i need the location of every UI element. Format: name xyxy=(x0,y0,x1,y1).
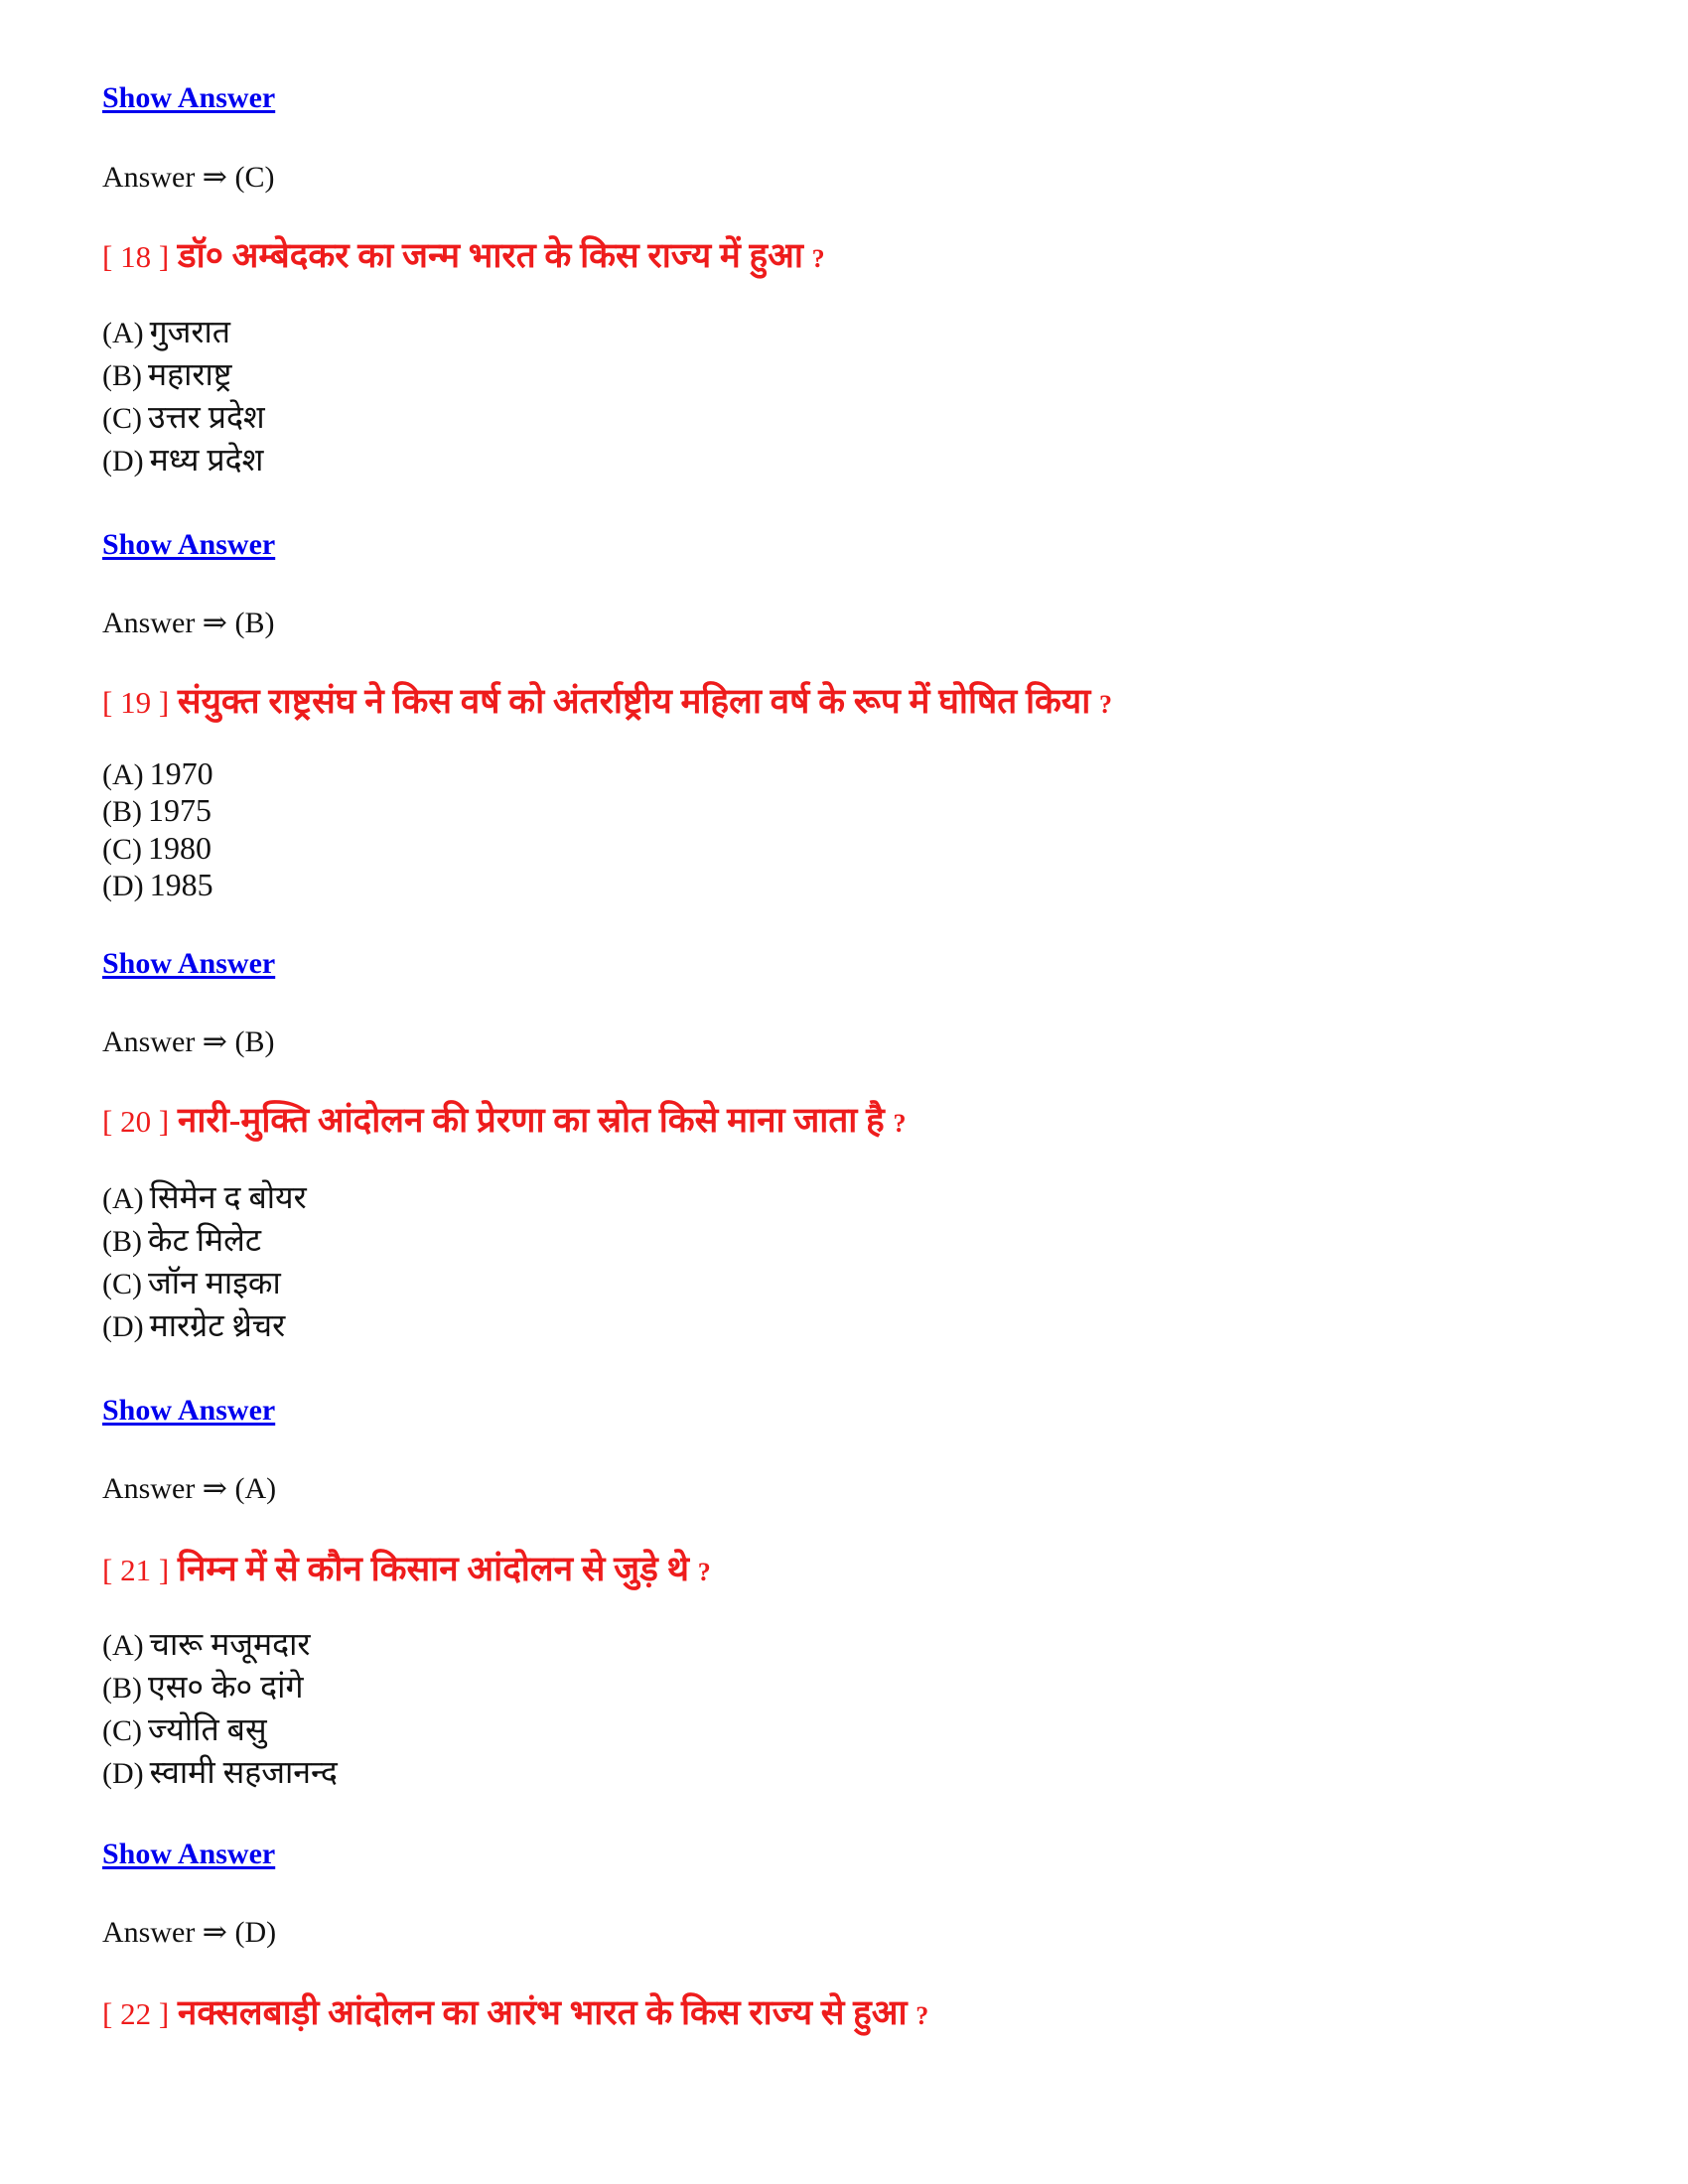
option-label: (B) xyxy=(102,359,142,392)
question-number: [ 18 ] xyxy=(102,239,170,274)
option-text: 1970 xyxy=(149,755,213,791)
question-mark: ? xyxy=(811,244,825,273)
option-text: महाराष्ट्र xyxy=(148,356,232,392)
option-text: मारग्रेट थ्रेचर xyxy=(149,1307,286,1343)
option-label: (A) xyxy=(102,1629,144,1662)
question-text: नक्सलबाड़ी आंदोलन का आरंभ भारत के किस राज्य से हुआ xyxy=(177,1993,908,2032)
option-text: केट मिलेट xyxy=(148,1222,261,1258)
option-text: ज्योति बसु xyxy=(148,1711,267,1747)
answer-line xyxy=(102,1474,276,1504)
question-text: निम्न में से कौन किसान आंदोलन से जुड़े थे xyxy=(177,1550,689,1588)
option-label: (D) xyxy=(102,870,144,902)
question-text: डॉ० अम्बेदकर का जन्म भारत के किस राज्य में हुआ xyxy=(177,236,803,275)
answer-line xyxy=(102,1918,276,1948)
answer-value: (A) xyxy=(234,1472,277,1505)
option-label: (A) xyxy=(102,317,144,349)
option-text: 1985 xyxy=(149,867,213,902)
answer-prefix: Answer ⇒ xyxy=(102,1025,227,1058)
option-a xyxy=(102,757,213,790)
option-label: (B) xyxy=(102,795,142,828)
option-b xyxy=(102,794,211,827)
option-text: गुजरात xyxy=(149,314,231,349)
question-21 xyxy=(102,1552,711,1586)
option-c xyxy=(102,1267,281,1299)
answer-value: (B) xyxy=(234,607,275,639)
question-mark: ? xyxy=(1099,690,1113,719)
option-label: (A) xyxy=(102,1182,144,1215)
question-text: नारी-मुक्ति आंदोलन की प्रेरणा का स्रोत किसे माना जाता है xyxy=(177,1101,885,1140)
question-mark: ? xyxy=(915,2001,929,2030)
option-text: सिमेन द बोयर xyxy=(149,1179,307,1215)
answer-prefix: Answer ⇒ xyxy=(102,1472,227,1505)
option-text: उत्तर प्रदेश xyxy=(148,399,265,435)
option-label: (B) xyxy=(102,1672,142,1705)
option-label: (D) xyxy=(102,1757,144,1790)
option-text: 1975 xyxy=(148,792,211,828)
option-a xyxy=(102,316,230,348)
answer-prefix: Answer ⇒ xyxy=(102,607,227,639)
option-d xyxy=(102,1309,285,1342)
answer-line xyxy=(102,1027,274,1057)
option-label: (C) xyxy=(102,833,142,866)
option-text: एस० के० दांगे xyxy=(148,1669,304,1705)
option-label: (D) xyxy=(102,1310,144,1343)
option-label: (A) xyxy=(102,758,144,791)
show-answer-link[interactable]: Show Answer xyxy=(102,947,276,980)
option-text: 1980 xyxy=(148,830,211,866)
answer-line xyxy=(102,163,274,193)
option-a xyxy=(102,1628,311,1661)
question-number: [ 22 ] xyxy=(102,1996,170,2031)
option-b xyxy=(102,1224,261,1257)
show-answer-link[interactable]: Show Answer xyxy=(102,528,276,561)
show-answer-link[interactable]: Show Answer xyxy=(102,1838,276,1870)
show-answer-link[interactable]: Show Answer xyxy=(102,81,276,114)
option-d xyxy=(102,869,213,901)
option-b xyxy=(102,1671,303,1704)
option-label: (C) xyxy=(102,402,142,435)
answer-prefix: Answer ⇒ xyxy=(102,1916,227,1949)
answer-value: (B) xyxy=(234,1025,275,1058)
option-text: मध्य प्रदेश xyxy=(149,442,264,478)
question-number: [ 21 ] xyxy=(102,1553,170,1587)
option-text: जॉन माइका xyxy=(148,1265,281,1300)
answer-line xyxy=(102,609,274,638)
option-text: स्वामी सहजानन्द xyxy=(149,1754,338,1790)
question-18 xyxy=(102,238,825,273)
question-19 xyxy=(102,684,1112,719)
option-label: (C) xyxy=(102,1714,142,1747)
question-number: [ 19 ] xyxy=(102,685,170,720)
answer-value: (C) xyxy=(234,161,275,194)
answer-value: (D) xyxy=(234,1916,277,1949)
question-22 xyxy=(102,1995,928,2030)
option-text: चारू मजूमदार xyxy=(149,1626,311,1662)
question-number: [ 20 ] xyxy=(102,1104,170,1139)
question-mark: ? xyxy=(697,1558,711,1586)
option-label: (C) xyxy=(102,1268,142,1300)
option-c xyxy=(102,401,265,434)
option-c xyxy=(102,832,211,865)
option-label: (B) xyxy=(102,1225,142,1258)
option-d xyxy=(102,1756,338,1789)
question-20 xyxy=(102,1103,906,1138)
option-label: (D) xyxy=(102,445,144,478)
option-b xyxy=(102,358,231,391)
question-text: संयुक्त राष्ट्रसंघ ने किस वर्ष को अंतर्राष्ट्रीय महिला वर्ष के रूप में घोषित किया xyxy=(177,682,1091,721)
option-d xyxy=(102,444,263,477)
answer-prefix: Answer ⇒ xyxy=(102,161,227,194)
show-answer-link[interactable]: Show Answer xyxy=(102,1394,276,1427)
option-c xyxy=(102,1713,267,1746)
option-a xyxy=(102,1181,307,1214)
question-mark: ? xyxy=(893,1109,907,1138)
